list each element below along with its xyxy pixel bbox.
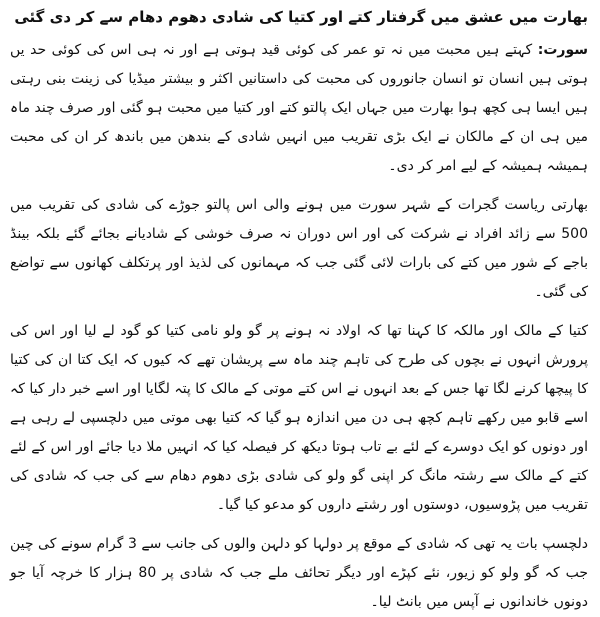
article-headline: بھارت میں عشق میں گرفتار کتے اور کتیا کی شادی دھوم دھام سے کر دی گئی — [14, 8, 588, 26]
article-paragraph-3: کتیا کے مالک اور مالکہ کا کہنا تھا کہ اولاد نہ ہونے پر گو ولو نامی کتیا کو گود لے لیا اور اس کی پرورش انہوں نے بچوں کی طرح کی تاہم چند ماہ سے پریشان تھے کہ کیوں کہ ایک کتا ان کی کتیا کا پیچھا کرنے لگا تھا جس کے بعد انہوں نے اس کتے موتی کے مالک کا پتہ لگایا اور اسے خبر دار کیا کہ اسے قابو میں رکھے تاہم کچھ ہی دن میں اندازہ ہو گیا کہ کتیا بھی موتی میں دلچسپی لے رہی ہے اور دونوں کو ایک دوسرے کے لئے بے تاب ہوتا دیکھ کر فیصلہ کیا کہ انہیں ملا دیا جائے اور اس کے لئے کتے کے مالک سے رشتہ مانگ کر اپنی گو ولو کی شادی بڑی دھوم دھام سے کی جب کہ شادی کی تقریب میں پڑوسیوں، دوستوں اور رشتے داروں کو مدعو کیا گیا۔ — [10, 323, 588, 513]
dateline: سورت: — [537, 42, 588, 58]
article-paragraph-2: بھارتی ریاست گجرات کے شہر سورت میں ہونے والی اس پالتو جوڑے کی شادی کی تقریب میں 500 سے زائد افراد نے شرکت کی اور اس دوران نہ صرف خوشی کے شادیانے بجائے گئے بلکہ بینڈ باجے کے شور میں کتے کی بارات لائی گئی جب کہ مہمانوں کی لذیذ اور پرتکلف کھانوں سے تواضع کی گئی۔ — [10, 197, 588, 300]
article-paragraph-1 — [10, 36, 588, 181]
paragraph-1-text: کہتے ہیں محبت میں نہ تو عمر کی کوئی قید ہوتی ہے اور نہ ہی اس کی کوئی حد یں ہوتی ہیں انسان تو انسان جانوروں کی محبت کی داستانیں اکثر و بیشتر میڈیا کی زینت بنی رہتی ہیں ایسا ہی کچھ ہوا بھارت میں جہاں ایک پالتو کتے اور کتیا میں محبت ہو گئی اور صرف چند ماہ میں ہی ان کے مالکان نے ایک بڑی تقریب میں انہیں شادی کے بندھن میں باندھ کر ان کی محبت ہمیشہ ہمیشہ کے لیے امر کر دی۔ — [10, 42, 588, 174]
article-paragraph-4: دلچسپ بات یہ تھی کہ شادی کے موقع پر دولہا کو دلہن والوں کی جانب سے 3 گرام سونے کی چین جب کہ گو ولو کو زیور، نئے کپڑے اور دیگر تحائف ملے جب کہ شادی پر 80 ہزار کا خرچہ آیا جو دونوں خاندانوں نے آپس میں بانٹ لیا۔ — [10, 536, 589, 610]
